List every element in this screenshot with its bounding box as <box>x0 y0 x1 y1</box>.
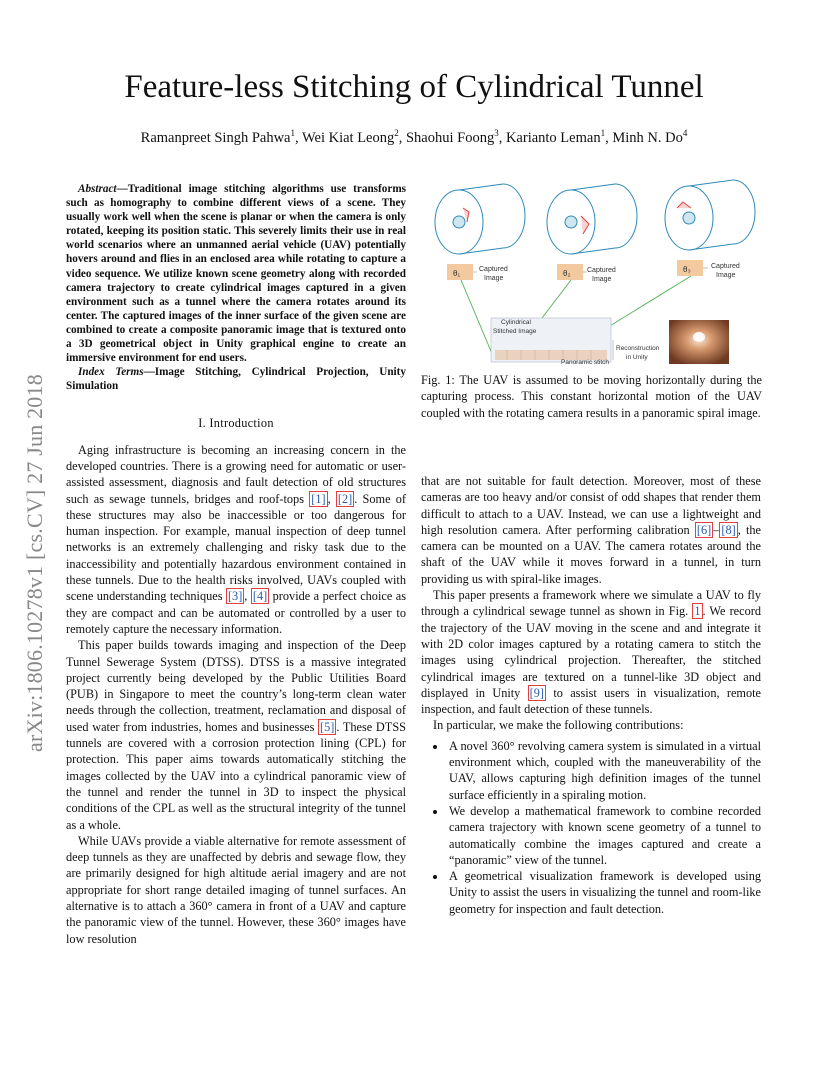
affiliation-mark: 1 <box>600 128 606 138</box>
citation-link[interactable]: [8] <box>721 522 736 537</box>
affiliation-mark: 3 <box>494 128 499 138</box>
reconstruction-label: in Unity <box>626 354 648 361</box>
list-item: • A novel 360° revolving camera system is simulated in a virtual environment which, coupled with the maneuverability of the UAV, allows capturing high definition images of the tunnel surface efficiently in a spiraling motion. <box>447 738 761 803</box>
contributions-list <box>421 738 761 917</box>
stitched-label: Stitched Image <box>493 328 537 335</box>
tunnel-cylinder-1 <box>435 184 525 254</box>
intro-paragraph-2 <box>66 637 406 833</box>
author-list: Ramanpreet Singh Pahwa$^1$, Wei Kiat Leong$^2$, Shaohui Foong$^3$, Karianto Leman$^1$, Minh N. Do$^4$ <box>140 128 688 146</box>
citation-link[interactable]: [6] <box>696 522 712 537</box>
citation-link[interactable]: [4] <box>252 589 268 604</box>
text-run: provide a perfect choice as they are compact and can be automated or controlled by a user to remotely capture the necessary information. <box>66 589 406 636</box>
theta-label: θ₃ <box>683 265 691 274</box>
author-name: Ramanpreet Singh Pahwa <box>140 129 291 146</box>
figure-link[interactable]: 1 <box>694 604 701 619</box>
index-terms-label: Index Terms <box>78 366 144 379</box>
author-name: Wei Kiat Leong <box>301 129 395 146</box>
citation-link[interactable]: [3] <box>227 589 243 604</box>
reconstruction-label: Reconstruction <box>616 345 660 352</box>
captured-label: Captured <box>587 267 616 274</box>
text-run: , <box>327 491 336 506</box>
intro-paragraph-3: While UAVs provide a viable alternative for remote assessment of deep tunnels as they are unaffected by debris and sewage flow, they are primarily designed for high altitude aerial imagery and are not appropriate for short range detailed imaging of tunnel surfaces. An alternative is to attach a 360° camera in front of a UAV and capture the panoramic view of the tunnel. However, these 360° images have low resolution <box>66 833 406 946</box>
index-terms <box>66 365 406 393</box>
citation-link[interactable]: [1] <box>311 491 326 506</box>
author-name: Shaohui Foong <box>405 129 495 146</box>
right-paragraph-1 <box>421 473 761 587</box>
arxiv-identifier: arXiv:1806.10278v1 [cs.CV] 27 Jun 2018 <box>22 374 47 752</box>
text-run: This paper presents a framework where we simulate a UAV to fly through a cylindrical sewage tunnel as shown in Fig. <box>421 588 761 619</box>
abstract <box>66 182 406 365</box>
right-column <box>421 473 761 917</box>
captured-label: Image <box>484 275 504 282</box>
section-heading: I. Introduction <box>198 416 274 431</box>
affiliation-mark: 2 <box>394 128 399 138</box>
left-column <box>66 182 406 947</box>
text-run: that are not suitable for fault detection. Moreover, most of these cameras are too heavy and/or consist of odd shapes that render them difficult to attach to a UAV. Instead, we can use a lightweight and high resolution camera. After performing calibration <box>421 474 761 537</box>
text-run: This paper builds towards imaging and inspection of the Deep Tunnel Sewerage System (DTSS). DTSS is a massive integrated project currently being developed by the Public Utilities Board (PUB) in Singapore to meet the country’s long-term clean water needs through the collection, treatment, reclamation and disposal of used water from industries, homes and businesses <box>66 638 406 734</box>
panoramic-label: Panoramic stitch <box>561 359 610 366</box>
abstract-label: Abstract <box>78 183 117 195</box>
author-name: Karianto Leman <box>505 129 601 146</box>
citation-link[interactable]: [2] <box>337 491 353 506</box>
author-name: Minh N. Do <box>612 129 683 146</box>
tunnel-cylinder-3 <box>665 180 755 250</box>
captured-label: Captured <box>479 266 508 273</box>
affiliation-mark: 1 <box>290 128 295 138</box>
citation-link[interactable]: [5] <box>320 719 335 734</box>
index-terms-text: —Image Stitching, Cylindrical Projection, Unity Simulation <box>66 366 406 393</box>
captured-label: Captured <box>711 263 740 270</box>
right-paragraph-2 <box>421 587 761 717</box>
text-run: , <box>244 589 251 604</box>
list-item: • A geometrical visualization framework is developed using Unity to assist the users in visualizing the tunnel and room-like geometry for inspection and fault detection. <box>447 868 761 917</box>
figure-1 <box>421 178 766 368</box>
tunnel-cylinder-2 <box>547 184 637 254</box>
stitched-label: Cylindrical <box>501 319 531 326</box>
captured-label: Image <box>716 272 736 279</box>
tunnel-light <box>693 332 705 342</box>
theta-label: θ₁ <box>453 269 461 278</box>
figure-caption: Fig. 1: The UAV is assumed to be moving horizontally during the capturing process. This constant horizontal motion of the UAV coupled with the rotating camera results in a panoramic spiral image. <box>421 373 762 420</box>
text-run: Aging infrastructure is becoming an increasing concern in the developed countries. There is a growing need for automatic or user-assisted assessment, diagnosis and fault detection of old structures such as sewage tunnels, bridges and roof-tops <box>66 442 406 506</box>
captured-label: Image <box>592 276 612 283</box>
list-item: • We develop a mathematical framework to combine recorded camera trajectory with known scene geometry of a tunnel to automatically combine the images captured and create a “panoramic” view of the tunnel. <box>447 803 761 868</box>
affiliation-mark: 4 <box>682 128 688 138</box>
text-run: – <box>713 522 720 537</box>
text-run: , the camera can be mounted on a UAV. The camera rotates around the shaft of the UAV while it moves forward in a tunnel, in turn providing us with spiral-like images. <box>421 522 761 586</box>
text-run: . We record the trajectory of the UAV moving in the scene and and integrate it with 2D color images captured by a rotating camera to stitch the images using cylindrical projection. Thereafter, the stitched cylindrical images are textured on a tunnel-like 3D object and displayed in Unity <box>421 604 761 700</box>
paper-title: Feature-less Stitching of Cylindrical Tunnel <box>124 69 704 105</box>
text-run: to assist users in visualization, remote inspection, and fault detection of these tunnels. <box>421 685 761 717</box>
theta-label: θ₂ <box>563 269 571 278</box>
text-run: . These DTSS tunnels are covered with a corrosion protection lining (CPL) for protection. This paper aims towards automatically stitching the images collected by the UAV into a cylindrical panoramic view of the tunnel and render the tunnel in 3D to inspect the physical conditions of the CPL as well as the structural integrity of the tunnel as a whole. <box>66 719 406 832</box>
right-paragraph-3: In particular, we make the following contributions: <box>433 718 684 733</box>
intro-paragraph-1 <box>66 442 406 638</box>
text-run: . Some of these structures may also be inaccessible or too dangerous for human inspection. For example, manual inspection of deep tunnel networks is an extremely challenging and risky task due to the inaccessibility and potentially hazardous environment contained in these tunnels. Due to the health risks involved, UAVs coupled with scene understanding techniques <box>66 491 407 604</box>
abstract-text: —Traditional image stitching algorithms use transforms such as homography to combine different views of a scene. They usually work well when the scene is planar or when the camera is only rotated, keeping its position static. This severely limits their use in real world scenarios where an unmanned aerial vehicle (UAV) potentially hovers around and flies in an enclosed area while rotating to capture a video sequence. We utilize known scene geometry along with recorded camera trajectory to create cylindrical images captured in a given environment such as a tunnel where the camera rotates around its center. The captured images of the inner surface of the given scene are combined to create a composite panoramic image that is textured onto a 3D geometrical object in Unity graphical engine to create an immersive environment for end users. <box>66 183 406 365</box>
citation-link[interactable]: [9] <box>529 685 544 700</box>
